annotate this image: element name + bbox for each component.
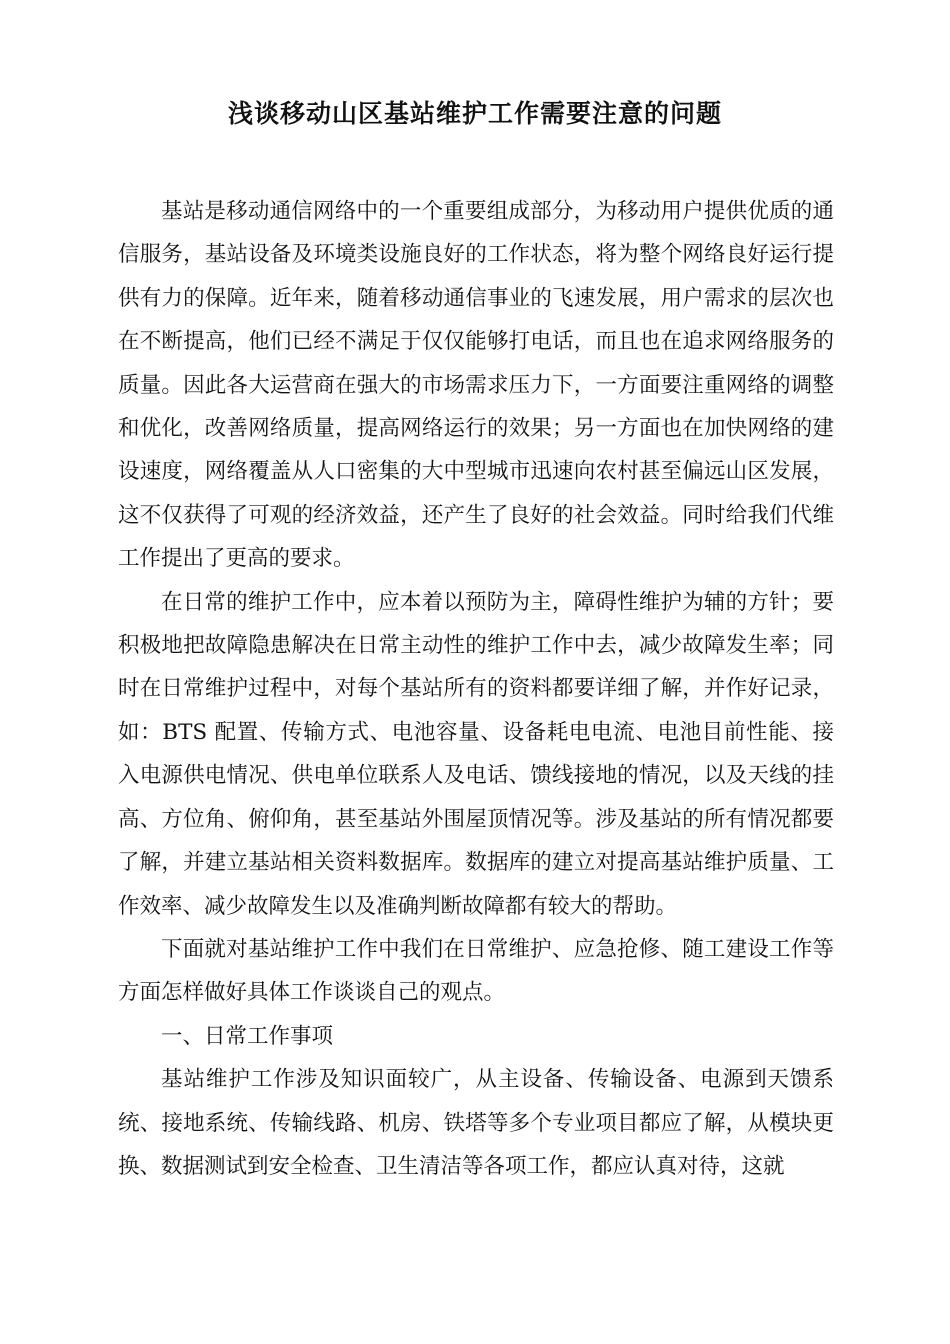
page-title: 浅谈移动山区基站维护工作需要注意的问题 xyxy=(227,99,722,128)
paragraph-intro: 基站是移动通信网络中的一个重要组成部分，为移动用户提供优质的通信服务，基站设备及环境类设施良好的工作状态，将为整个网络良好运行提供有力的保障。近年来，随着移动通信事业的飞速发展，用户需求的层次也在不断提高，他们已经不满足于仅仅能够打电话，而且也在追求网络服务的质量。因此各大运营商在强大的市场需求压力下，一方面要注重网络的调整和优化，改善网络质量，提高网络运行的效果；另一方面也在加快网络的建设速度，网络覆盖从人口密集的大中型城市迅速向农村甚至偏远山区发展，这不仅获得了可观的经济效益，还产生了良好的社会效益。同时给我们代维工作提出了更高的要求。 xyxy=(118,199,834,572)
paragraph-daily-work: 基站维护工作涉及知识面较广，从主设备、传输设备、电源到天馈系统、接地系统、传输线路、机房、铁塔等多个专业项目都应了解，从模块更换、数据测试到安全检查、卫生清洁等各项工作，都应认真对待，这就 xyxy=(118,1067,834,1179)
document-body xyxy=(118,190,834,1188)
paragraph-overview: 下面就对基站维护工作中我们在日常维护、应急抢修、随工建设工作等方面怎样做好具体工作谈谈自己的观点。 xyxy=(118,936,834,1006)
paragraph-maintenance-policy: 在日常的维护工作中，应本着以预防为主，障碍性维护为辅的方针；要积极地把故障隐患解决在日常主动性的维护工作中去，减少故障发生率；同时在日常维护过程中，对每个基站所有的资料都要详细了解，并作好记录，如：BTS 配置、传输方式、电池容量、设备耗电电流、电池目前性能、接入电源供电情况、供电单位联系人及电话、馈线接地的情况，以及天线的挂高、方位角、俯仰角，甚至基站外围屋顶情况等。涉及基站的所有情况都要了解，并建立基站相关资料数据库。数据库的建立对提高基站维护质量、工作效率、减少故障发生以及准确判断故障都有较大的帮助。 xyxy=(118,589,834,919)
section-heading-daily-work: 一、日常工作事项 xyxy=(161,1023,334,1049)
